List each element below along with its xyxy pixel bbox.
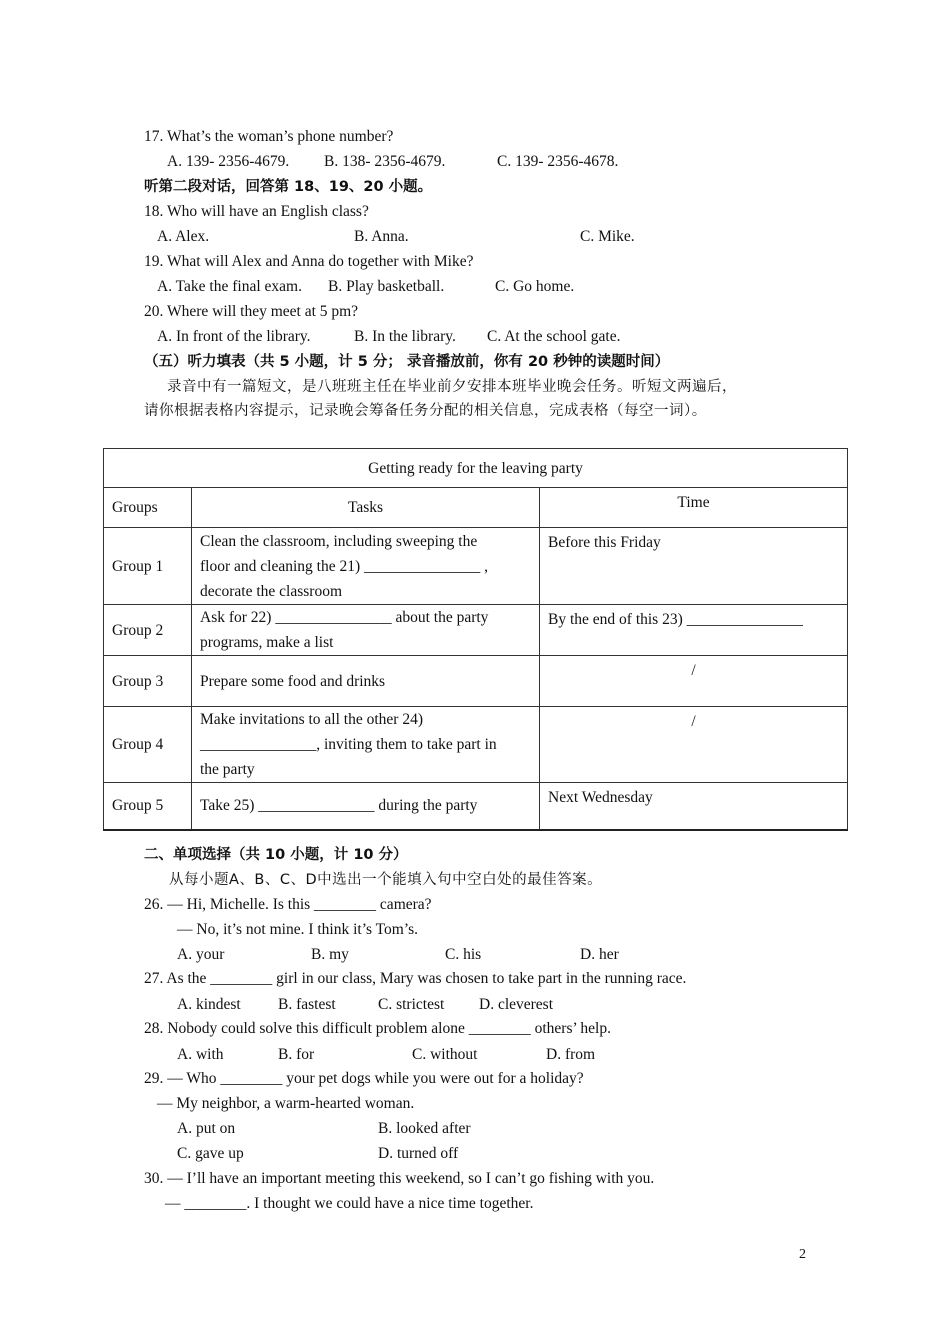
- dialog2-heading: 听第二段对话，回答第 18、19、20 小题。: [144, 179, 433, 195]
- task-cell: [192, 605, 540, 656]
- group-cell: Group 3: [104, 656, 192, 707]
- q17-option-a: A. 139- 2356-4679.: [167, 153, 290, 170]
- task-line: decorate the classroom: [200, 582, 343, 600]
- table-title: Getting ready for the leaving party: [104, 449, 848, 488]
- q29-option-d: D. turned off: [378, 1145, 459, 1162]
- q20-option-c: C. At the school gate.: [487, 328, 621, 345]
- table-row: [104, 783, 848, 830]
- header-time: Time: [540, 488, 848, 528]
- task-cell: [192, 528, 540, 605]
- q30-line1: 30. — I’ll have an important meeting this weekend, so I can’t go fishing with you.: [144, 1170, 655, 1187]
- q26-option-c: C. his: [445, 946, 482, 963]
- q20-question: 20. Where will they meet at 5 pm?: [144, 303, 359, 320]
- time-cell: /: [540, 656, 848, 707]
- part5-intro-line1: 录音中有一篇短文，是八班班主任在毕业前夕安排本班毕业晚会任务。听短文两遍后，: [167, 379, 737, 395]
- time-cell: Before this Friday: [540, 528, 848, 605]
- q28-option-b: B. for: [278, 1046, 315, 1063]
- table-row: [104, 605, 848, 656]
- section2-instruction: 从每小题A、B、C、D中选出一个能填入句中空白处的最佳答案。: [169, 872, 603, 888]
- q18-option-c: C. Mike.: [580, 228, 635, 245]
- q17-option-c: C. 139- 2356-4678.: [497, 153, 619, 170]
- q27-option-a: A. kindest: [177, 996, 241, 1013]
- q28-option-a: A. with: [177, 1046, 224, 1063]
- group-cell: Group 5: [104, 783, 192, 830]
- q20-option-a: A. In front of the library.: [157, 328, 311, 345]
- q28-option-c: C. without: [412, 1046, 478, 1063]
- q27-option-b: B. fastest: [278, 996, 336, 1013]
- task-line: Clean the classroom, including sweeping the: [200, 532, 478, 550]
- q26-option-d: D. her: [580, 946, 619, 963]
- q18-option-b: B. Anna.: [354, 228, 409, 245]
- part5-heading: （五）听力填表（共 5 小题，计 5 分； 录音播放前，你有 20 秒钟的读题时间）: [144, 354, 670, 370]
- task-line: Ask for 22) _______________ about the party: [200, 609, 489, 626]
- q27-line1: 27. As the ________ girl in our class, Mary was chosen to take part in the running race.: [144, 970, 687, 987]
- q18-option-a: A. Alex.: [157, 228, 210, 245]
- task-line: Make invitations to all the other 24): [200, 711, 423, 728]
- time-cell: /: [540, 707, 848, 783]
- q29-line2: — My neighbor, a warm-hearted woman.: [157, 1095, 415, 1112]
- task-cell: Take 25) _______________ during the party: [192, 783, 540, 830]
- time-cell: Next Wednesday: [540, 783, 848, 830]
- q19-option-a: A. Take the final exam.: [157, 278, 302, 295]
- task-line: _______________, inviting them to take part in: [200, 736, 497, 753]
- q29-option-b: B. looked after: [378, 1120, 471, 1137]
- q26-line1: 26. — Hi, Michelle. Is this ________ camera?: [144, 896, 432, 913]
- q17-option-b: B. 138- 2356-4679.: [324, 153, 446, 170]
- q27-option-c: C. strictest: [378, 996, 445, 1013]
- table-row: [104, 656, 848, 707]
- group-cell: Group 2: [104, 605, 192, 656]
- q29-line1: 29. — Who ________ your pet dogs while you were out for a holiday?: [144, 1070, 584, 1087]
- section2-heading: 二、单项选择（共 10 小题，计 10 分）: [144, 847, 408, 863]
- task-line: the party: [200, 761, 255, 778]
- time-cell: By the end of this 23) _______________: [540, 605, 848, 656]
- q18-question: 18. Who will have an English class?: [144, 203, 369, 220]
- table-row: [104, 707, 848, 783]
- group-cell: Group 1: [104, 528, 192, 605]
- q26-option-b: B. my: [311, 946, 349, 963]
- q19-option-b: B. Play basketball.: [328, 278, 445, 295]
- q29-option-c: C. gave up: [177, 1145, 244, 1162]
- q19-option-c: C. Go home.: [495, 278, 575, 295]
- q30-line2: — ________. I thought we could have a nice time together.: [165, 1195, 534, 1212]
- part5-intro-line2: 请你根据表格内容提示，记录晚会筹备任务分配的相关信息，完成表格（每空一词）。: [144, 403, 707, 419]
- q26-option-a: A. your: [177, 946, 225, 963]
- table-row: [104, 528, 848, 605]
- party-task-table: [103, 448, 848, 831]
- q19-question: 19. What will Alex and Anna do together with Mike?: [144, 253, 474, 270]
- q20-option-b: B. In the library.: [354, 328, 456, 345]
- page-number: 2: [799, 1247, 806, 1262]
- q29-option-a: A. put on: [177, 1120, 236, 1137]
- q26-line2: — No, it’s not mine. I think it’s Tom’s.: [177, 921, 419, 938]
- task-line: floor and cleaning the 21) _______________ ,: [200, 557, 488, 575]
- task-line: programs, make a list: [200, 634, 334, 651]
- header-groups: Groups: [104, 488, 192, 528]
- q28-line1: 28. Nobody could solve this difficult problem alone ________ others’ help.: [144, 1020, 611, 1037]
- header-tasks: Tasks: [192, 488, 540, 528]
- q27-option-d: D. cleverest: [479, 996, 554, 1013]
- group-cell: Group 4: [104, 707, 192, 783]
- task-cell: Prepare some food and drinks: [192, 656, 540, 707]
- q17-question: 17. What’s the woman’s phone number?: [144, 128, 394, 145]
- task-cell: [192, 707, 540, 783]
- q28-option-d: D. from: [546, 1046, 596, 1063]
